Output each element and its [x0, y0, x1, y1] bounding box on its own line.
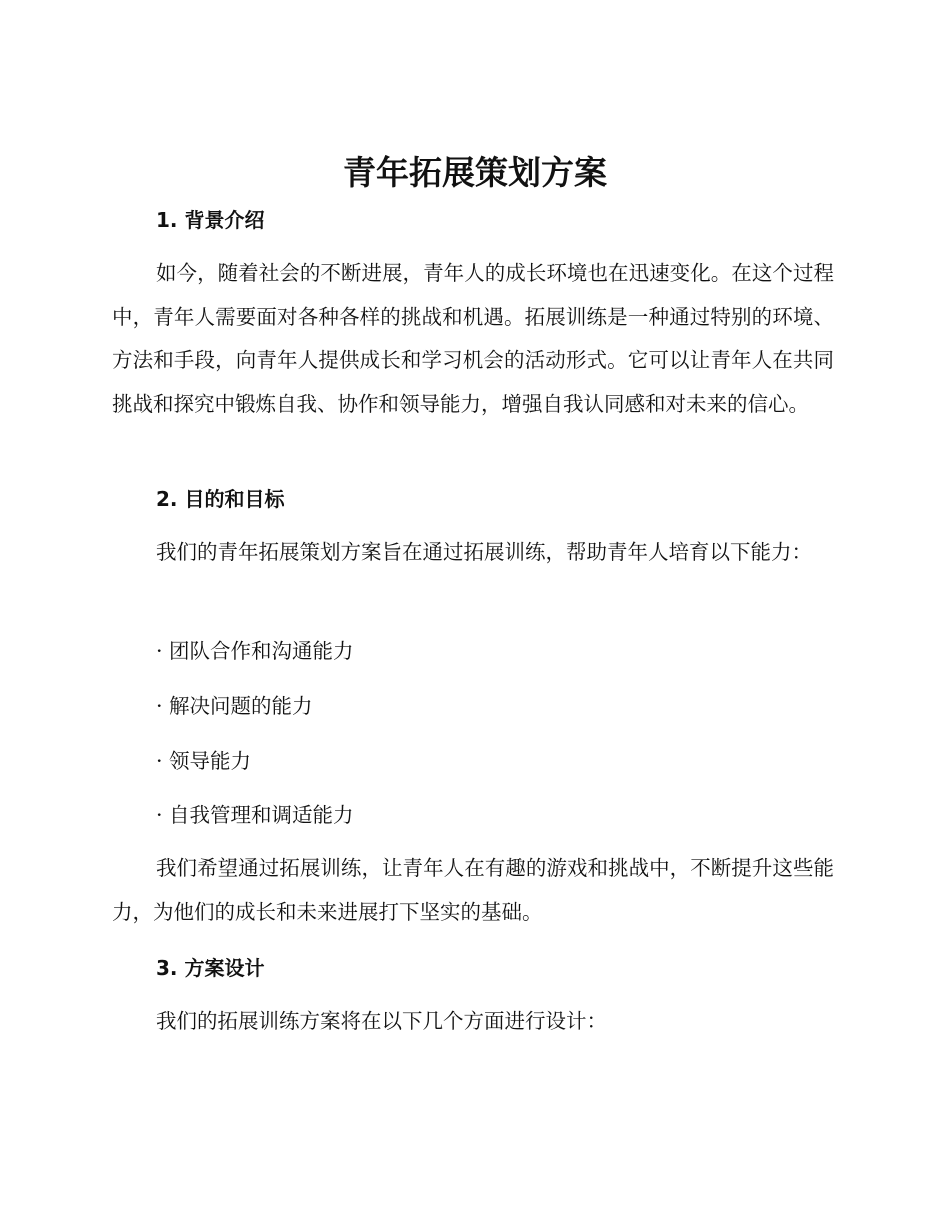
goal-bullet-item: · 团队合作和沟通能力	[156, 639, 354, 663]
section-heading-goals: 2. 目的和目标	[156, 487, 285, 511]
goal-bullet-item: · 领导能力	[156, 749, 252, 773]
section-heading-background: 1. 背景介绍	[156, 208, 265, 232]
goal-bullet-item: · 自我管理和调适能力	[156, 803, 354, 827]
plan-design-intro-paragraph: 我们的拓展训练方案将在以下几个方面进行设计：	[156, 1009, 607, 1033]
section-heading-plan-design: 3. 方案设计	[156, 956, 265, 980]
goals-intro-paragraph: 我们的青年拓展策划方案旨在通过拓展训练，帮助青年人培育以下能力：	[156, 540, 812, 564]
goal-bullet-item: · 解决问题的能力	[156, 694, 313, 718]
background-paragraph: 如今，随着社会的不断进展，青年人的成长环境也在迅速变化。在这个过程中，青年人需要面对各种各样的挑战和机遇。拓展训练是一种通过特别的环境、方法和手段，向青年人提供成长和学习机会的活动形式。它可以让青年人在共同挑战和探究中锻炼自我、协作和领导能力，增强自我认同感和对未来的信心。	[112, 261, 834, 416]
goals-closing-paragraph: 我们希望通过拓展训练，让青年人在有趣的游戏和挑战中，不断提升这些能力，为他们的成长和未来进展打下坚实的基础。	[112, 856, 834, 924]
document-title: 青年拓展策划方案	[343, 153, 607, 192]
